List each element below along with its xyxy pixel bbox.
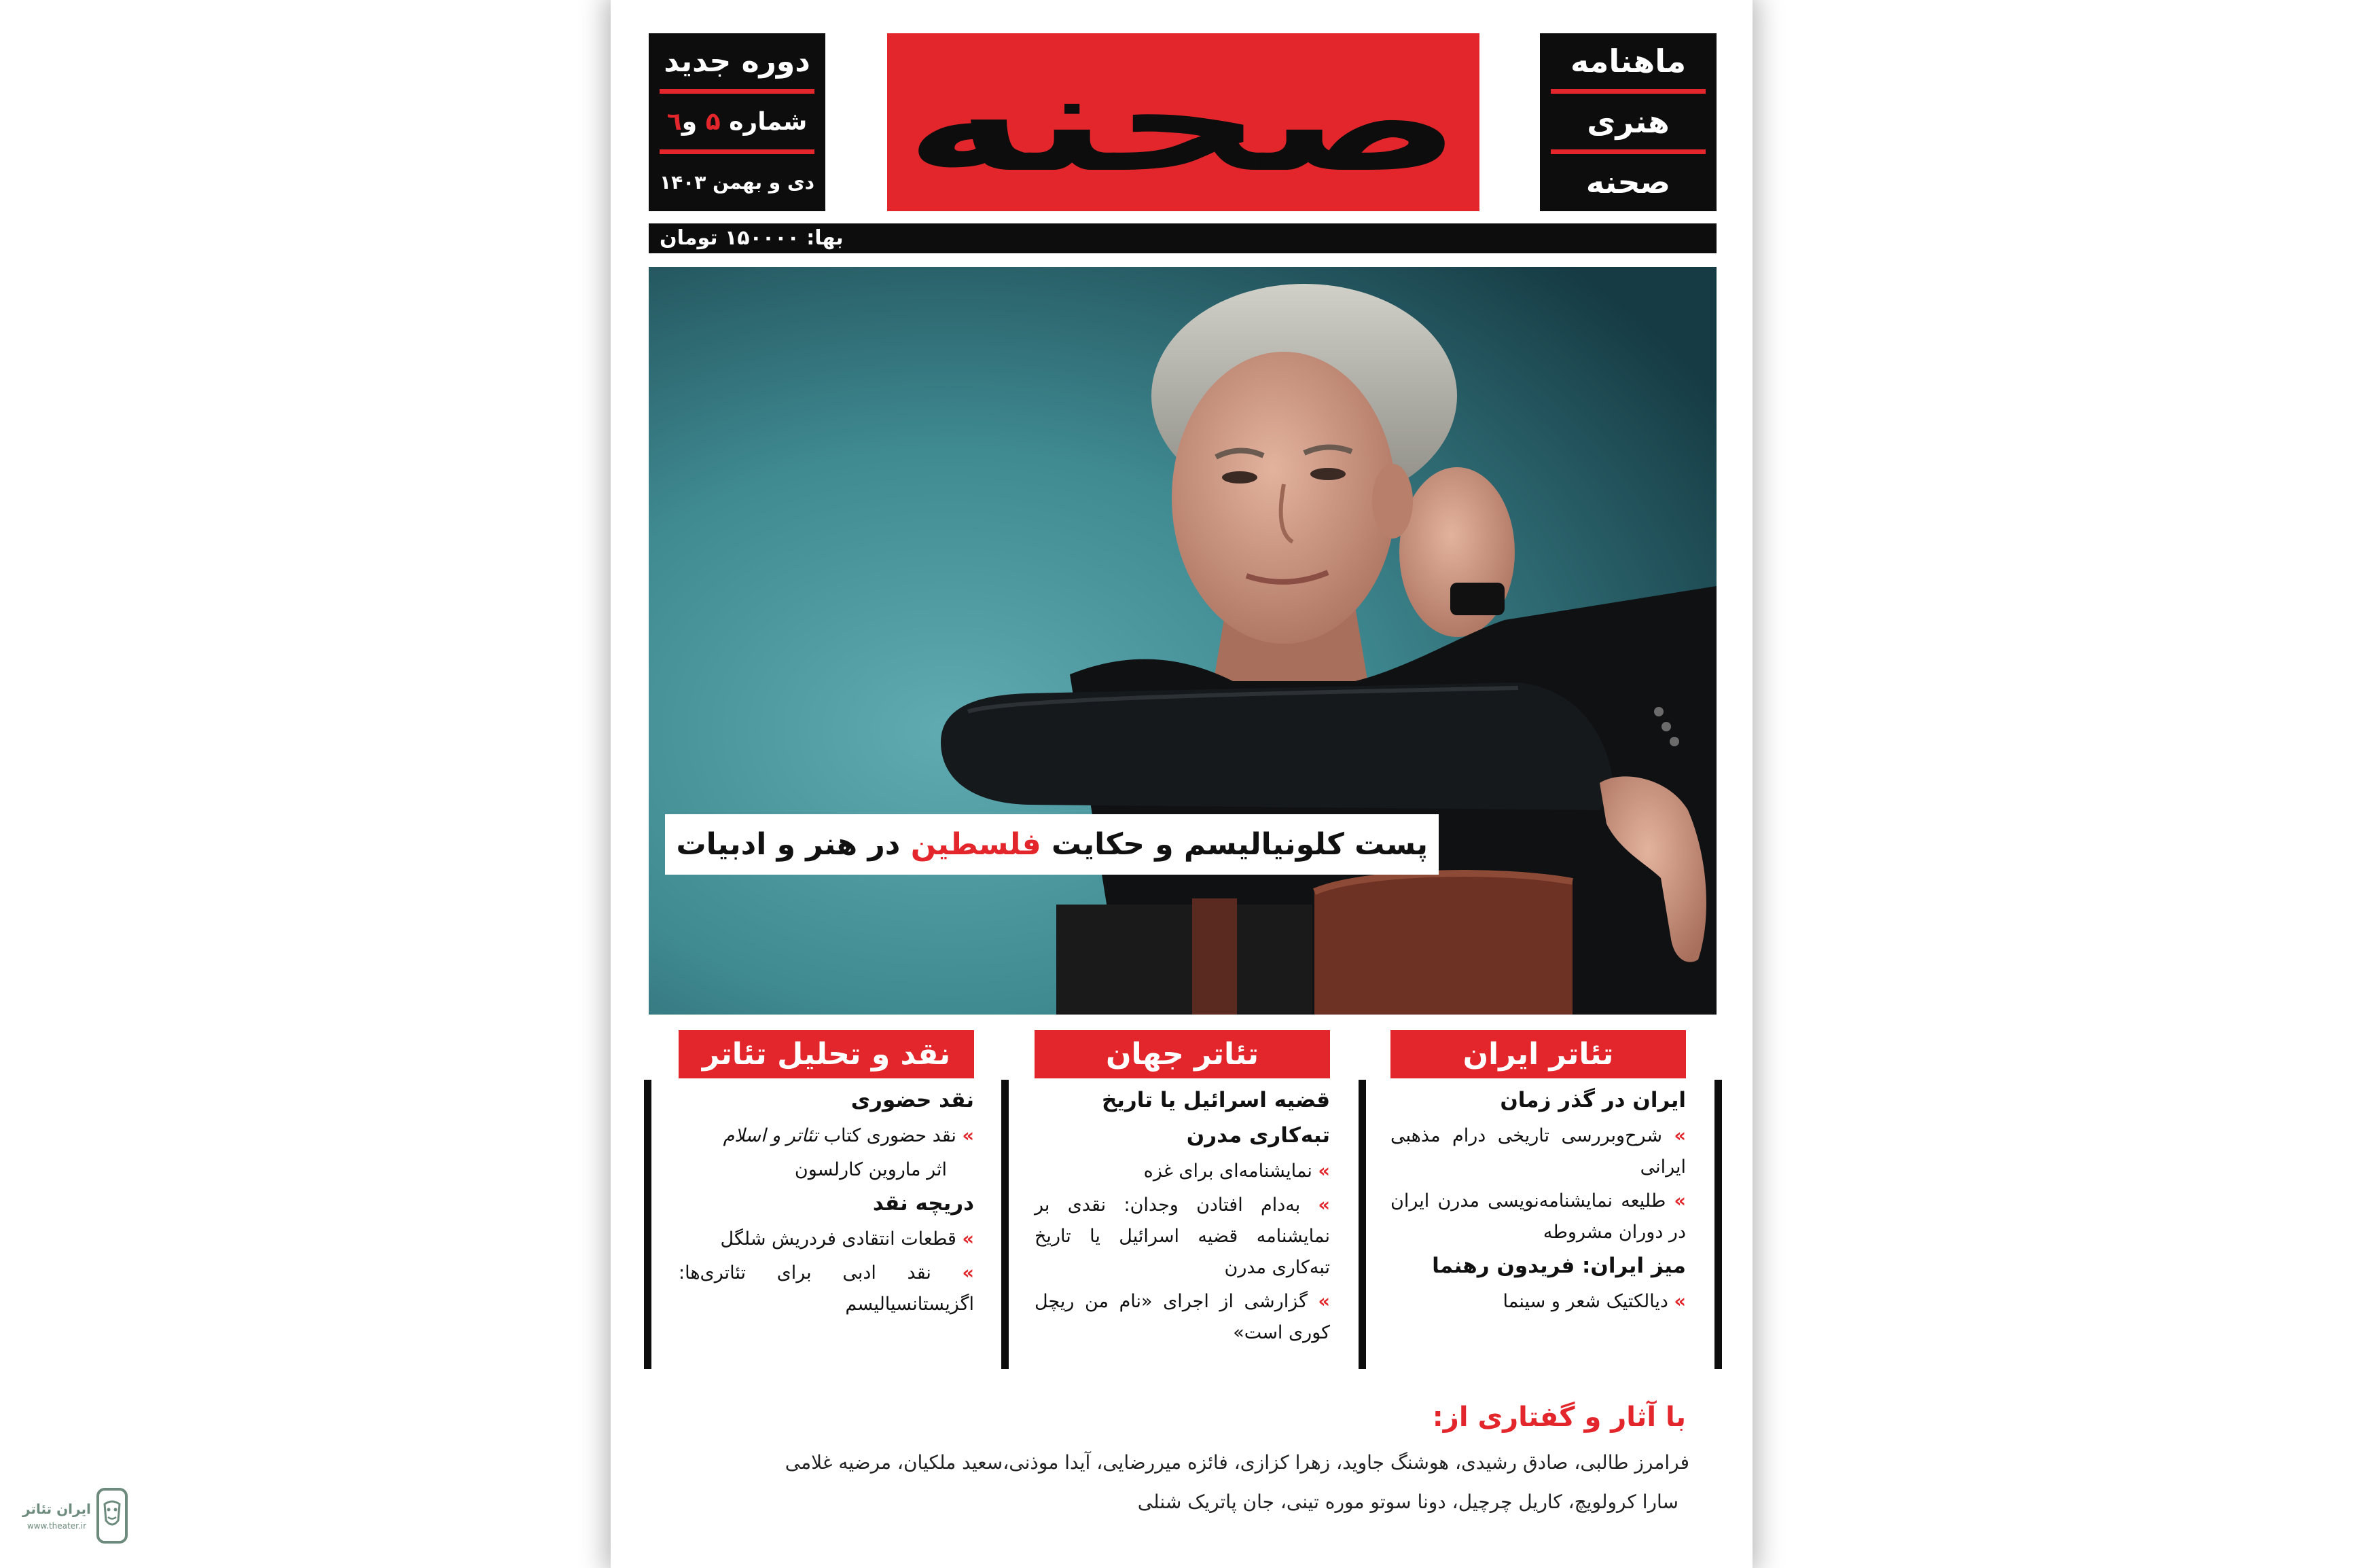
brand-line-monthly: ماهنامه — [1570, 43, 1687, 79]
brand-line-art: هنری — [1587, 103, 1670, 140]
price-bar — [649, 223, 1717, 253]
item-marker: » — [962, 1262, 974, 1283]
brand-line-name: صحنه — [1585, 164, 1671, 200]
section-header-criticism: نقد و تحلیل تئاتر — [679, 1030, 974, 1078]
cover-photo — [649, 267, 1717, 1015]
watermark-text — [22, 1501, 91, 1531]
item-text: شرح‌وبررسی تاریخی درام مذهبی ایرانی — [1390, 1125, 1686, 1178]
item-text: نقد ادبی برای تئاتری‌ها: اگزیستانسیالیسم — [679, 1262, 974, 1315]
item-text: قطعات انتقادی فردریش شلگل — [720, 1228, 956, 1250]
column-divider — [1359, 1080, 1366, 1369]
item-marker: » — [962, 1228, 974, 1250]
red-divider — [1551, 89, 1706, 94]
book-title: تئاتر و اسلام — [723, 1125, 818, 1146]
section-header-world-theater: تئاتر جهان — [1035, 1030, 1330, 1078]
item-marker: » — [1318, 1195, 1330, 1216]
watermark-url: www.theater.ir — [26, 1521, 87, 1531]
issue-number-b: ٦ — [666, 107, 682, 136]
column-world-theater — [1035, 1082, 1330, 1369]
column-divider — [1001, 1080, 1009, 1369]
list-item — [679, 1120, 974, 1152]
column-divider — [644, 1080, 651, 1369]
issue-conjunction: و — [681, 107, 698, 136]
item-marker: » — [1318, 1291, 1330, 1312]
item-marker: » — [1674, 1125, 1686, 1146]
column-heading: نقد حضوری — [850, 1088, 974, 1112]
column-criticism — [679, 1082, 974, 1369]
issue-number — [660, 94, 814, 149]
right-eye — [1310, 468, 1346, 480]
magazine-logo — [887, 33, 1479, 211]
contributors-line-2: سارا کرولویچ، کاریل چرچیل، دونا سوتو موره تینی، جان پاتریک شنلی — [1137, 1491, 1678, 1513]
price-label: بها: ۱۵۰۰۰۰ تومان — [660, 226, 844, 250]
left-eye — [1222, 471, 1257, 484]
watermark-name: ایران تئاتر — [22, 1501, 91, 1517]
item-marker: » — [1674, 1291, 1686, 1312]
item-text: نقد حضوری کتاب — [823, 1125, 956, 1146]
magazine-cover-page — [611, 0, 1753, 1568]
issue-series: دوره جدید — [664, 43, 810, 79]
column-heading: ایران در گذر زمان — [1500, 1088, 1686, 1112]
sleeve-button — [1662, 722, 1671, 731]
item-text: طلیعه نمایشنامه‌نویسی مدرن ایران در دوران مشروطه — [1390, 1190, 1686, 1243]
section-header-iran-theater: تئاتر ایران — [1390, 1030, 1686, 1078]
issue-label: شماره — [729, 107, 808, 136]
ear — [1372, 464, 1413, 539]
cover-headline — [665, 814, 1439, 875]
list-item — [1035, 1156, 1330, 1187]
list-item — [1390, 1186, 1686, 1248]
column-iran-theater — [1390, 1082, 1686, 1369]
column-heading: میز ایران: فریدون رهنما — [1432, 1254, 1686, 1278]
list-item — [1390, 1120, 1686, 1183]
column-divider — [1714, 1080, 1722, 1369]
item-marker: » — [1318, 1161, 1330, 1182]
chair-back — [1314, 873, 1573, 1015]
list-item — [1035, 1190, 1330, 1283]
wristwatch — [1450, 583, 1505, 615]
headline-highlight: فلسطین — [910, 827, 1041, 862]
cover-photo-art — [649, 267, 1717, 1015]
item-marker: » — [962, 1125, 974, 1146]
list-item — [679, 1258, 974, 1320]
sleeve-button — [1654, 707, 1664, 716]
watermark-logo — [22, 1475, 145, 1556]
sleeve-button — [1670, 737, 1679, 746]
item-text: گزارشی از اجرای «نام من ریچل کوری است» — [1035, 1291, 1330, 1343]
item-text: نمایشنامه‌ای برای غزه — [1143, 1161, 1312, 1182]
red-divider — [660, 89, 814, 94]
contributors-label: با آثار و گفتاری از: — [1432, 1402, 1686, 1433]
item-text: دیالکتیک شعر و سینما — [1503, 1291, 1668, 1312]
list-item — [1035, 1286, 1330, 1349]
item-text: به‌دام افتادن وجدان: نقدی بر نمایشنامه قضیه اسرائیل یا تاریخ تبه‌کاری مدرن — [1035, 1195, 1330, 1278]
chair-shadow — [1056, 905, 1312, 1015]
list-item — [679, 1224, 974, 1255]
headline-text-start: پست کلونیالیسم و حکایت — [1052, 827, 1428, 862]
theater-mask-icon — [95, 1485, 129, 1546]
issue-info-box — [649, 33, 825, 211]
item-marker: » — [1674, 1190, 1686, 1211]
column-heading: دریچه نقد — [872, 1191, 974, 1216]
issue-number-a: ۵ — [705, 107, 721, 136]
brand-box — [1540, 33, 1717, 211]
list-item — [1390, 1286, 1686, 1317]
chair-side — [1192, 898, 1237, 1015]
red-divider — [660, 149, 814, 154]
column-heading: قضیه اسرائیل یا تاریخ تبه‌کاری مدرن — [1101, 1088, 1330, 1148]
face — [1172, 352, 1396, 644]
red-divider — [1551, 149, 1706, 154]
headline-text-end: در هنر و ادبیات — [676, 827, 901, 862]
contributors-line-1: فرامرز طالبی، صادق رشیدی، هوشنگ جاوید، زهرا کزازی، فائزه میررضایی، آیدا موذنی،سعید ملکیان، مرضیه غلامی — [785, 1451, 1689, 1474]
item-credit: اثر ماروین کارلسون — [794, 1159, 947, 1180]
logo-wordmark: صحنه — [905, 42, 1462, 202]
issue-date: دی و بهمن ۱۴۰۳ — [659, 170, 814, 194]
